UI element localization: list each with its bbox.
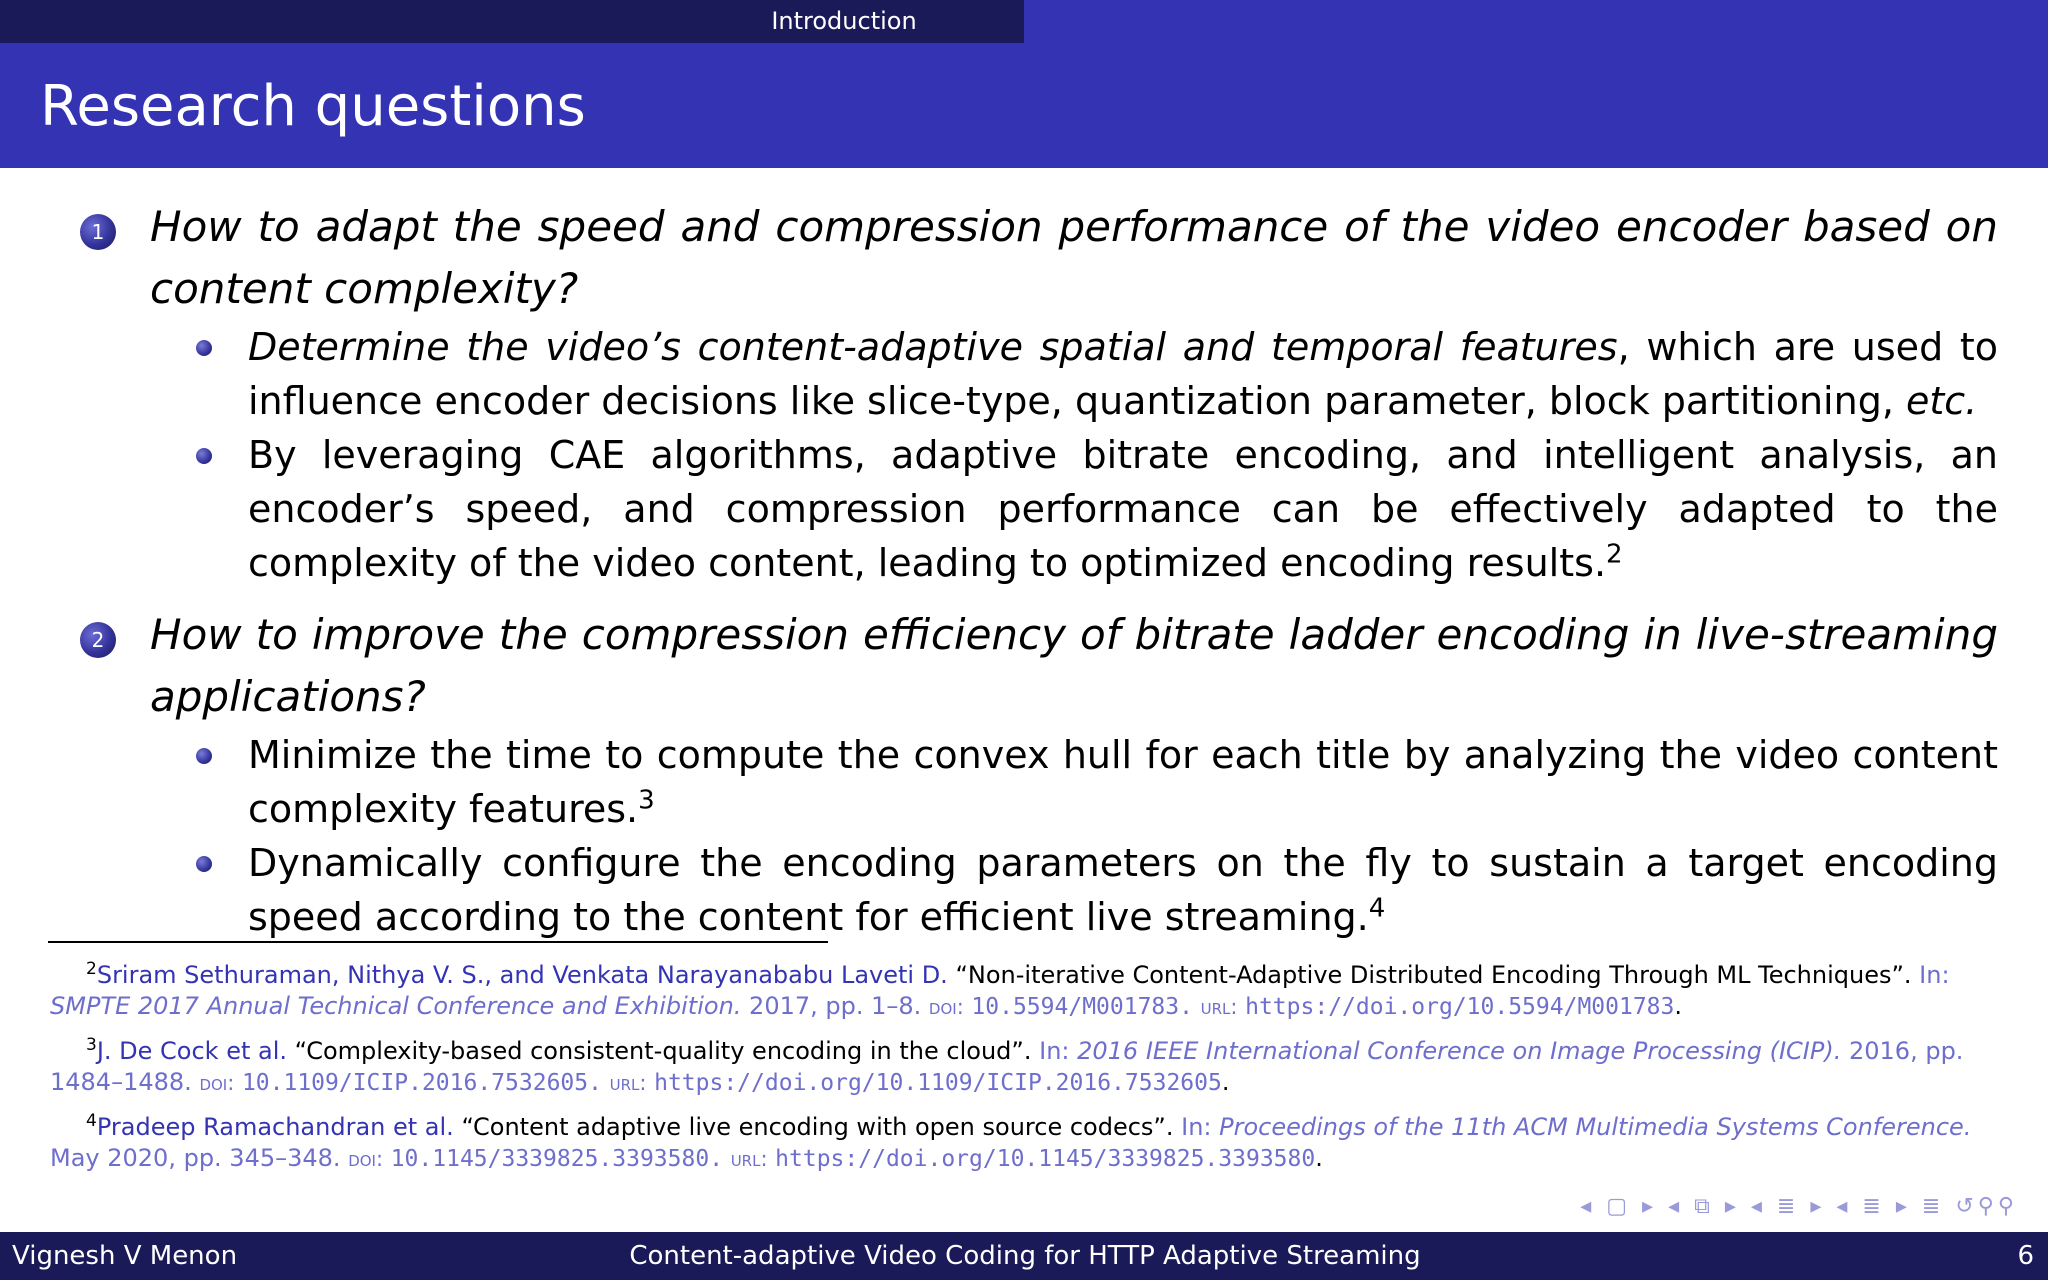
footnote-in: In:	[1181, 1113, 1212, 1141]
point-text: By leveraging CAE algorithms, adaptive bitrate encoding, and intelligent analysis, an encoder’s speed, and compression performance can be effectively adapted to the complexity of the video content, leading to optimized encoding results.	[248, 433, 1998, 585]
navigation-symbols	[1418, 1194, 2018, 1224]
footnote: $^2$Sriram Sethuraman, Nithya V. S., and Venkata Narayanababu Laveti D. “Non-iterative Content-Adaptive Distributed Encoding Through ML Techniques”. In: SMPTE 2017 Annual Technical Conference and Exhibition. 2017, pp. 1–8. doi: 10.5594/M001783. url: https://doi.org/10.5594/M001783.	[50, 959, 1950, 1020]
point-emphasis: Determine the video’s content-adaptive spatial and temporal features	[248, 325, 1618, 369]
question-1-text: How to adapt the speed and compression performance of the video encoder based on content complexity?	[150, 202, 1998, 313]
footnote-venue: SMPTE 2017 Annual Technical Conference and Exhibition.	[50, 992, 742, 1020]
bullet-icon	[196, 748, 212, 764]
bullet-icon	[196, 856, 212, 872]
nav-left-icon[interactable]: ◂ ▢ ▸	[1580, 1194, 1658, 1219]
footnote-url[interactable]: https://doi.org/10.5594/M001783	[1245, 994, 1675, 1020]
footnote-mark: 3	[86, 1035, 97, 1055]
list-item	[150, 428, 1998, 590]
footnote-title: “Complexity-based consistent-quality encoding in the cloud”.	[294, 1037, 1032, 1065]
footnote-venue: Proceedings of the 11th ACM Multimedia Systems Conference.	[1219, 1113, 1972, 1141]
footnote-title: “Non-iterative Content-Adaptive Distributed Encoding Through ML Techniques”.	[955, 961, 1912, 989]
footnote-mark: 4	[86, 1111, 97, 1131]
footnote-doi-label: doi:	[199, 1071, 235, 1095]
page-number: 6	[2017, 1241, 2034, 1271]
page-title: Research questions	[40, 74, 586, 139]
footer-bar	[0, 1232, 2048, 1280]
question-2	[80, 604, 1998, 728]
footnote-title: “Content adaptive live encoding with open source codecs”.	[461, 1113, 1174, 1141]
list-item	[150, 728, 1998, 836]
nav-section-icon[interactable]: ◂ ≣ ▸	[1836, 1194, 1911, 1219]
point-text: Minimize the time to compute the convex hull for each title by analyzing the video content complexity features.	[248, 733, 1998, 831]
nav-align-icon[interactable]: ≣	[1921, 1194, 1945, 1219]
footnote-details: 2017, pp. 1–8.	[749, 992, 922, 1020]
nav-frame-icon[interactable]: ◂ ⧉ ▸	[1668, 1194, 1740, 1219]
title-bar	[0, 43, 2048, 168]
footnote-authors[interactable]: Pradeep Ramachandran et al.	[96, 1113, 454, 1141]
footnote-doi-label: doi:	[928, 995, 964, 1019]
nav-search-icon[interactable]: ↺⚲⚲	[1955, 1194, 2018, 1219]
footnote: $^4$Pradeep Ramachandran et al. “Content adaptive live encoding with open source codecs”. In: Proceedings of the 11th ACM Multimedia Systems Conference. May 2020, pp. 345–348. doi: 10.1145/3339825.3393580. url: https://doi.org/10.1145/3339825.3393580.	[50, 1111, 1972, 1172]
footnote-url-label: url:	[1200, 995, 1238, 1019]
point-text: , which are used to influence encoder decisions like slice-type, quantization parameter, block partitioning,	[248, 325, 1999, 423]
footnote-doi[interactable]: 10.5594/M001783.	[971, 994, 1193, 1020]
question-number-2: 2	[80, 622, 116, 658]
footnote-ref[interactable]: 4	[1368, 893, 1386, 924]
footnote-doi[interactable]: 10.1145/3339825.3393580.	[390, 1146, 724, 1172]
footnote-in: In:	[1919, 961, 1950, 989]
question-2-points	[150, 728, 1998, 944]
point-text: Dynamically configure the encoding parameters on the fly to sustain a target encoding speed according to the content for efficient live streaming.	[248, 841, 1998, 939]
question-1	[80, 196, 1998, 320]
footnote-mark: 2	[86, 959, 97, 979]
question-number-1: 1	[80, 214, 116, 250]
footnote-ref[interactable]: 3	[638, 785, 655, 816]
footnote-authors[interactable]: Sriram Sethuraman, Nithya V. S., and Venkata Narayanababu Laveti D.	[96, 961, 948, 989]
footer-author: Vignesh V Menon	[12, 1241, 238, 1271]
bullet-icon	[196, 340, 212, 356]
footnote-venue: 2016 IEEE International Conference on Image Processing (ICIP).	[1077, 1037, 1842, 1065]
footnote-url-label: url:	[609, 1071, 647, 1095]
point-tail: etc.	[1905, 379, 1978, 423]
list-item	[150, 320, 1998, 428]
nav-subsection-icon[interactable]: ◂ ≣ ▸	[1750, 1194, 1826, 1219]
section-bar	[0, 0, 2048, 43]
question-2-text: How to improve the compression efficiency of bitrate ladder encoding in live-streaming applications?	[150, 610, 1998, 721]
footnote-authors[interactable]: J. De Cock et al.	[96, 1037, 288, 1065]
slide-content	[80, 196, 1998, 944]
question-1-points	[150, 320, 1998, 590]
footnote-details: May 2020, pp. 345–348.	[50, 1144, 341, 1172]
footnote-in: In:	[1039, 1037, 1070, 1065]
footnote-url[interactable]: https://doi.org/10.1145/3339825.3393580	[775, 1146, 1316, 1172]
footnote-divider	[48, 941, 828, 943]
footnotes	[50, 960, 1998, 1188]
bullet-icon	[196, 448, 212, 464]
footnote-url-label: url:	[730, 1147, 768, 1171]
footnote-doi-label: doi:	[348, 1147, 384, 1171]
footnote-doi[interactable]: 10.1109/ICIP.2016.7532605.	[241, 1070, 602, 1096]
footnote-url[interactable]: https://doi.org/10.1109/ICIP.2016.7532605	[654, 1070, 1222, 1096]
footnote-details: 2016, pp. 1484–1488.	[50, 1037, 1964, 1096]
footnote: $^3$J. De Cock et al. “Complexity-based consistent-quality encoding in the cloud”. In: 2016 IEEE International Conference on Image Processing (ICIP). 2016, pp. 1484–1488. doi: 10.1109/ICIP.2016.7532605. url: https://doi.org/10.1109/ICIP.2016.7532605.	[50, 1035, 1964, 1096]
footer-title: Content-adaptive Video Coding for HTTP Adaptive Streaming	[629, 1241, 1421, 1271]
section-label[interactable]: Introduction	[771, 7, 917, 35]
footnote-ref[interactable]: 2	[1606, 539, 1623, 570]
list-item	[150, 836, 1998, 944]
